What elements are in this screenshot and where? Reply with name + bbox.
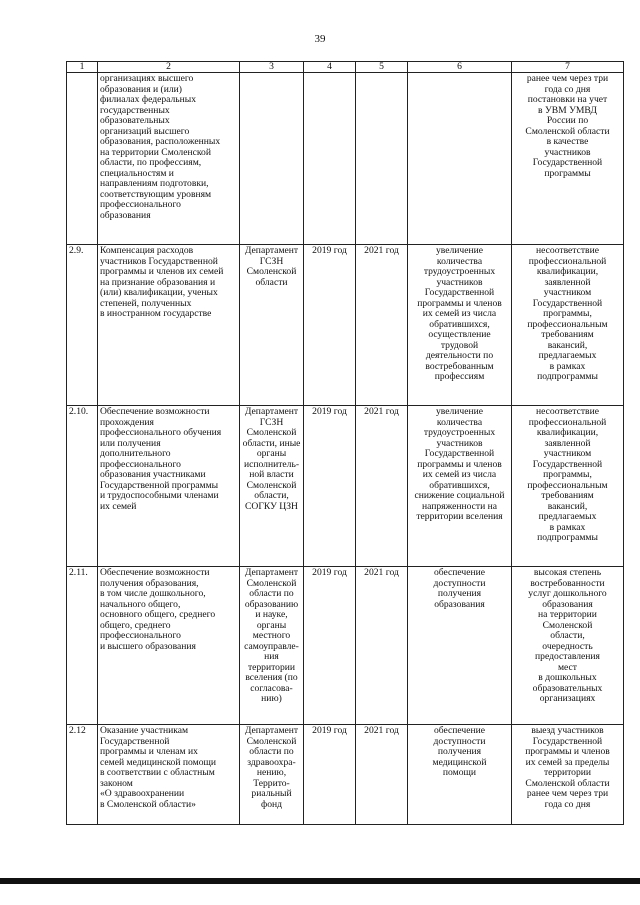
row-number: 2.12 (67, 725, 98, 825)
risk: выезд участников Государственной программы и членов их семей за пределы территории Смоленской области ранее чем через три года со дня (512, 725, 624, 825)
end-year (356, 73, 408, 245)
expected-result: обеспечение доступности получения медицинской помощи (408, 725, 512, 825)
measure-name: Обеспечение возможности прохождения профессионального обучения или получения дополнительного профессионального образования участниками Государственной программы и трудоспособными членами их семей (98, 406, 240, 567)
end-year: 2021 год (356, 567, 408, 725)
table-row (67, 725, 624, 825)
column-header: 6 (408, 62, 512, 73)
executor: Департамент ГСЗН Смоленской области, иные органы исполнитель- ной власти Смоленской области, СОГКУ ЦЗН (240, 406, 304, 567)
start-year: 2019 год (304, 406, 356, 567)
expected-result: обеспечение доступности получения образования (408, 567, 512, 725)
risk: высокая степень востребованности услуг дошкольного образования на территории Смоленской области, очередность предоставления мест в дошкольных образовательных организациях (512, 567, 624, 725)
measure-name: Оказание участникам Государственной программы и членам их семей медицинской помощи в соответствии с областным законом «О здравоохранении в Смоленской области» (98, 725, 240, 825)
table-row (67, 567, 624, 725)
expected-result (408, 73, 512, 245)
table-row (67, 406, 624, 567)
column-header: 2 (98, 62, 240, 73)
column-header: 1 (67, 62, 98, 73)
executor (240, 73, 304, 245)
risk: несоответствие профессиональной квалификации, заявленной участником Государственной программы, профессиональным требованиям вакансий, предлагаемых в рамках подпрограммы (512, 406, 624, 567)
column-header: 7 (512, 62, 624, 73)
measures-table (66, 61, 624, 825)
end-year: 2021 год (356, 245, 408, 406)
row-number (67, 73, 98, 245)
end-year: 2021 год (356, 406, 408, 567)
measure-name: Компенсация расходов участников Государственной программы и членов их семей на признание образования и (или) квалификации, ученых степеней, полученных в иностранном государстве (98, 245, 240, 406)
table-row (67, 73, 624, 245)
expected-result: увеличение количества трудоустроенных участников Государственной программы и членов их семей из числа обратившихся, снижение социальной напряженности на территории вселения (408, 406, 512, 567)
risk: несоответствие профессиональной квалификации, заявленной участником Государственной программы, профессиональным требованиям вакансий, предлагаемых в рамках подпрограммы (512, 245, 624, 406)
table-row (67, 245, 624, 406)
start-year: 2019 год (304, 725, 356, 825)
expected-result: увеличение количества трудоустроенных участников Государственной программы и членов их семей из числа обратившихся, осуществление трудовой деятельности по востребованным профессиям (408, 245, 512, 406)
bottom-border-bar (0, 878, 640, 884)
row-number: 2.10. (67, 406, 98, 567)
end-year: 2021 год (356, 725, 408, 825)
risk: ранее чем через три года со дня постановки на учет в УВМ УМВД России по Смоленской области в качестве участников Государственной программы (512, 73, 624, 245)
column-header: 5 (356, 62, 408, 73)
start-year: 2019 год (304, 245, 356, 406)
row-number: 2.9. (67, 245, 98, 406)
page-number: 39 (314, 33, 326, 45)
row-number: 2.11. (67, 567, 98, 725)
executor: Департамент Смоленской области по образованию и науке, органы местного самоуправле- ния территории вселения (по согласова- нию) (240, 567, 304, 725)
measure-name: Обеспечение возможности получения образования, в том числе дошкольного, начального общего, основного общего, среднего общего, среднего профессионального и высшего образования (98, 567, 240, 725)
start-year (304, 73, 356, 245)
column-header: 3 (240, 62, 304, 73)
column-header: 4 (304, 62, 356, 73)
header-row (67, 62, 624, 73)
start-year: 2019 год (304, 567, 356, 725)
measure-name: организациях высшего образования и (или) филиалах федеральных государственных образовательных организаций высшего образования, расположенных на территории Смоленской области, по профессиям, специальностям и направлениям подготовки, соответствующим уровням профессионального образования (98, 73, 240, 245)
executor: Департамент ГСЗН Смоленской области (240, 245, 304, 406)
executor: Департамент Смоленской области по здравоохра- нению, Террито- риальный фонд (240, 725, 304, 825)
